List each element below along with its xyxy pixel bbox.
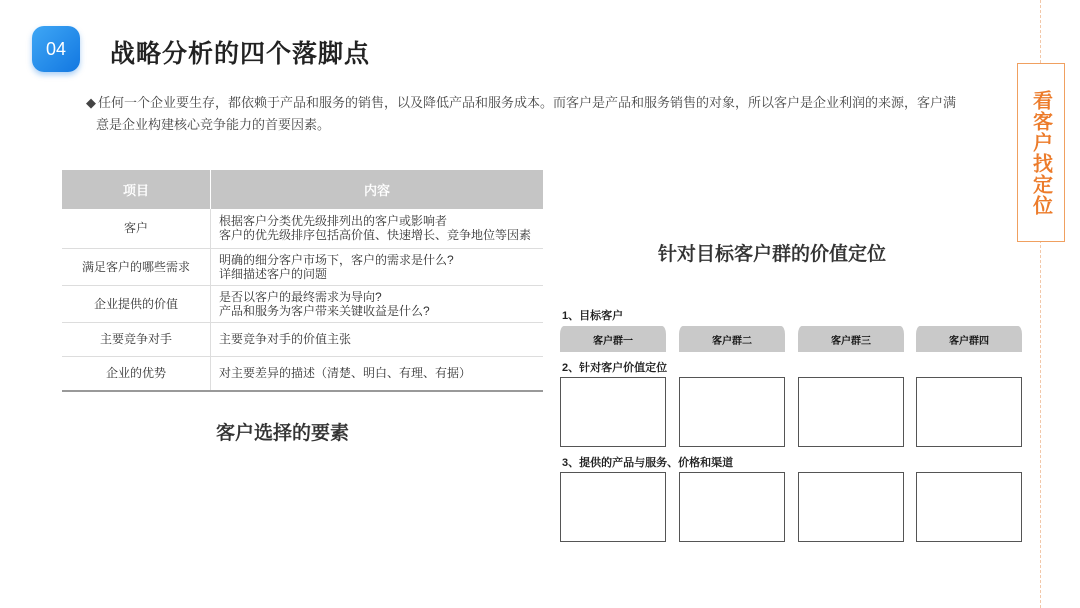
offering-box-3 [798, 472, 904, 542]
table-cell-content [211, 322, 544, 356]
content-line: 客户的优先级排序包括高价值、快速增长、竞争地位等因素 [219, 228, 532, 243]
table-cell-item: 客户 [62, 209, 211, 248]
table-cell-item: 满足客户的哪些需求 [62, 248, 211, 285]
side-tag-label: 看客户找定位 [1017, 63, 1065, 242]
customer-group-1: 客户群一 [560, 326, 666, 352]
offering-box-4 [916, 472, 1022, 542]
bullet-icon: ◆ [86, 95, 96, 110]
intro-line-2: 意是企业构建核心竞争能力的首要因素。 [96, 117, 331, 132]
offering-box-2 [679, 472, 785, 542]
table-header-content: 内容 [211, 170, 544, 209]
content-line: 明确的细分客户市场下，客户的需求是什么? [219, 252, 454, 267]
table-header-item: 项目 [62, 170, 211, 209]
table-cell-content [211, 356, 544, 391]
customer-group-4: 客户群四 [916, 326, 1022, 352]
content-line: 产品和服务为客户带来关键收益是什么? [219, 303, 430, 318]
value-box-2 [679, 377, 785, 447]
left-subtitle: 客户选择的要素 [216, 423, 350, 444]
table-cell-content [211, 209, 544, 248]
page-title: 战略分析的四个落脚点 [110, 40, 371, 68]
content-line: 详细描述客户的问题 [219, 266, 328, 281]
table-row [62, 356, 543, 391]
section-label-target-customers: 1、目标客户 [562, 310, 624, 322]
table-row [62, 322, 543, 356]
table-row [62, 248, 543, 285]
content-line: 对主要差异的描述（清楚、明白、有理、有据） [219, 366, 472, 380]
table-cell-content [211, 285, 544, 322]
content-line: 主要竞争对手的价值主张 [219, 332, 352, 346]
section-label-value-positioning: 2、针对客户价值定位 [562, 362, 668, 374]
value-box-3 [798, 377, 904, 447]
offering-box-1 [560, 472, 666, 542]
table-cell-item: 企业的优势 [62, 356, 211, 391]
table-row [62, 209, 543, 248]
table-row [62, 285, 543, 322]
table-cell-content [211, 248, 544, 285]
right-subtitle: 针对目标客户群的价值定位 [658, 244, 887, 265]
table-cell-item: 主要竞争对手 [62, 322, 211, 356]
customer-group-2: 客户群二 [679, 326, 785, 352]
value-box-1 [560, 377, 666, 447]
value-box-4 [916, 377, 1022, 447]
section-label-products-services: 3、提供的产品与服务、价格和渠道 [562, 457, 734, 469]
intro-line-1: 任何一个企业要生存，都依赖于产品和服务的销售，以及降低产品和服务成本。而客户是产品和服务销售的对象，所以客户是企业利润的来源，客户满 [98, 95, 957, 110]
customer-elements-table [62, 170, 543, 392]
intro-paragraph [86, 92, 996, 136]
value-positioning-diagram [560, 305, 1025, 550]
content-line: 根据客户分类优先级排列出的客户或影响者 [219, 214, 448, 229]
content-line: 是否以客户的最终需求为导向? [219, 289, 382, 304]
table-header-row [62, 170, 543, 209]
section-number-badge: 04 [32, 26, 80, 72]
customer-group-3: 客户群三 [798, 326, 904, 352]
table-cell-item: 企业提供的价值 [62, 285, 211, 322]
